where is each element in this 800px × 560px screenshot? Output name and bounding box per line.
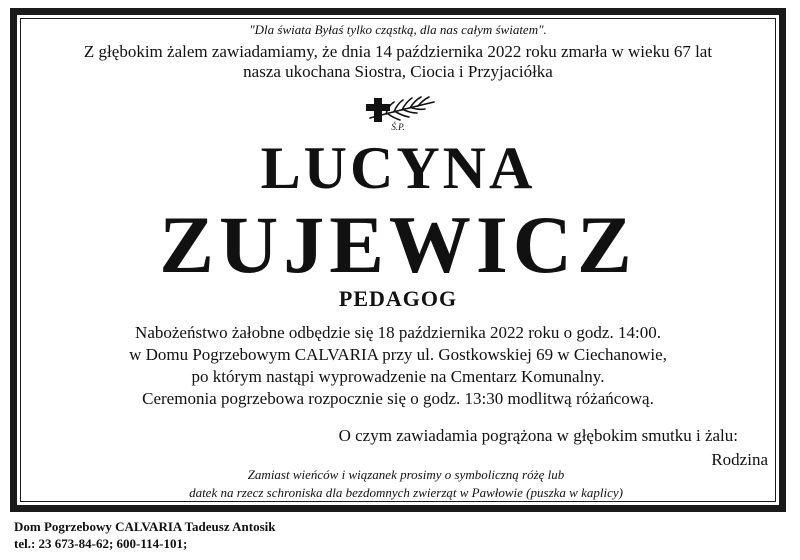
- obituary-notice: [22, 20, 774, 500]
- motto-quote: "Dla świata Byłaś tylko cząstką, dla nas całym światem".: [249, 22, 547, 37]
- signature: Rodzina: [711, 450, 768, 469]
- deceased-first-name: LUCYNA: [260, 135, 536, 201]
- funeral-home-footer: [14, 518, 276, 552]
- funeral-home-phone: tel.: 23 673-84-62; 600-114-101;: [14, 536, 188, 551]
- service-line: w Domu Pogrzebowym CALVARIA przy ul. Gostkowskiej 69 w Ciechanowie,: [129, 345, 667, 364]
- service-line: Ceremonia pogrzebowa rozpocznie się o godz. 13:30 modlitwą różańcową.: [142, 389, 654, 408]
- closing-statement: O czym zawiadamia pogrążona w głębokim smutku i żalu:: [338, 426, 738, 445]
- donation-request: [30, 466, 782, 502]
- intro-line: Z głębokim żalem zawiadamiamy, że dnia 14 października 2022 roku zmarła w wieku 67 lat: [83, 42, 713, 61]
- deceased-surname: ZUJEWICZ: [159, 199, 637, 290]
- service-line: po którym nastąpi wyprowadzenie na Cmentarz Komunalny.: [191, 367, 605, 386]
- emblem-caption: Ś.P.: [391, 122, 405, 132]
- intro-text: [22, 42, 774, 82]
- service-details: [22, 322, 774, 410]
- request-line: datek na rzecz schroniska dla bezdomnych zwierząt w Pawłowie (puszka w kaplicy): [189, 485, 623, 500]
- deceased-profession: PEDAGOG: [338, 286, 458, 311]
- request-line: Zamiast wieńców i wiązanek prosimy o symboliczną różę lub: [247, 467, 565, 482]
- intro-line: nasza ukochana Siostra, Ciocia i Przyjaciółka: [243, 62, 553, 81]
- funeral-home-name: Dom Pogrzebowy CALVARIA Tadeusz Antosik: [14, 519, 276, 534]
- service-line: Nabożeństwo żałobne odbędzie się 18 października 2022 roku o godz. 14:00.: [135, 323, 661, 342]
